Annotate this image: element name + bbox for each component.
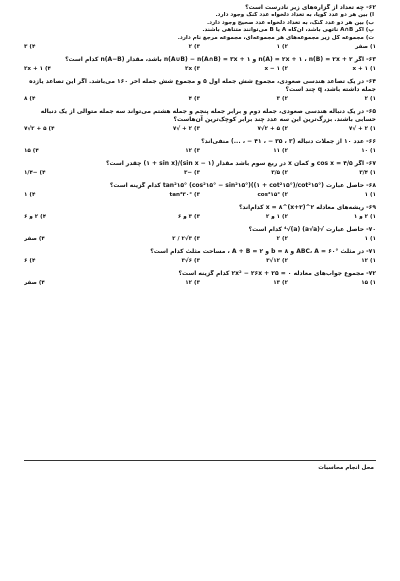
question-stem: ۶۵- در یک دنباله هندسی صعودی، جمله دوم و برابر جمله پنجم و جمله هشتم می‌تواند سه جمله متوالی از یک دنباله حسابی باشند. بزرگ‌ترین این سه عدد چند برابر کوچک‌ترین آن‌هاست؟ <box>40 108 376 123</box>
answer-option-4[interactable]: ۴) ۱ <box>24 192 36 198</box>
question-69 <box>24 204 376 222</box>
answer-option-3[interactable]: ۳) ۴ <box>188 96 200 102</box>
answer-option-4[interactable]: ۴) ۸ <box>24 96 36 102</box>
question-statement: ت) مجموعه کل زیر مجموعه‌های هر مجموعه‌ای، مجموعه مرجع نام دارد. <box>177 34 374 41</box>
answer-option-2[interactable]: ۲) ۲ <box>276 236 288 242</box>
answer-option-3[interactable]: ۳) ۳ و ۶ <box>177 214 200 220</box>
answer-options <box>24 43 376 52</box>
answer-option-1[interactable]: ۱) ۳/۴ <box>359 170 376 176</box>
answer-option-2[interactable]: ۲) ۳/۵ <box>271 170 288 176</box>
question-stem: ۶۳- اگر n(A) = ۲x + ۱ ، n(B) = ۲x + ۲ و n(A∪B) − n(A∩B) = ۳x + ۱ باشد، مقدار n(A−B) کدام است؟ <box>65 56 376 63</box>
question-71 <box>24 248 376 266</box>
answer-option-1[interactable]: ۱) x + ۱ <box>352 66 376 72</box>
answer-option-1[interactable]: ۱) ۱۲ <box>361 258 376 264</box>
answer-option-2[interactable]: ۲) ۵ + ۲√۷ <box>257 126 288 132</box>
answer-options <box>24 147 376 156</box>
answer-option-1[interactable]: ۱) ۲ + √۷ <box>348 126 376 132</box>
answer-option-4[interactable]: ۴) ۶ <box>24 258 36 264</box>
question-statement: ب) بین هر دو عدد گنگ، به تعداد دلخواه عدد صحیح وجود دارد. <box>206 19 374 26</box>
answer-option-4[interactable]: ۴) ۵ + ۲√۷ <box>24 126 55 132</box>
answer-option-2[interactable]: ۲) cos²۱۵° <box>257 192 288 198</box>
answer-options <box>24 279 376 288</box>
answer-options <box>24 125 376 134</box>
answer-option-4[interactable]: ۴) ۲x + ۱ <box>24 66 51 72</box>
answer-options <box>24 235 376 244</box>
question-stem: ۷۱- در مثلث ABC، A = ۶۰° و b = ۸ و A + B = ۲ ، مساحت مثلث کدام است؟ <box>150 248 376 255</box>
question-63 <box>24 56 376 74</box>
answer-option-3[interactable]: ۳) −۳ <box>183 170 200 176</box>
answer-option-4[interactable]: ۴) ۲ و ۶ <box>24 214 47 220</box>
question-stem: ۶۲- چه تعداد از گزاره‌های زیر نادرست است؟ <box>245 4 376 11</box>
answer-option-3[interactable]: ۳) ۳√۲ / ۲ <box>172 236 200 242</box>
answer-option-3[interactable]: ۳) ۲ + √۷ <box>172 126 200 132</box>
question-67 <box>24 160 376 178</box>
answer-option-1[interactable]: ۱) ۱ <box>364 236 376 242</box>
answer-option-1[interactable]: ۱) ۱۵ <box>361 280 376 286</box>
scratch-area-label: محل انجام محاسبات <box>318 465 374 471</box>
answer-option-1[interactable]: ۱) ۲ و ۱ <box>353 214 376 220</box>
question-stem: ۶۹- ریشه‌های معادله ۲^x = ۸^(x+۲) کدام‌اند؟ <box>238 204 376 211</box>
question-68 <box>24 182 376 200</box>
answer-options <box>24 213 376 222</box>
answer-option-1[interactable]: ۱) صفر <box>355 44 376 50</box>
answer-options <box>24 257 376 266</box>
answer-option-3[interactable]: ۳) ۲x <box>185 66 200 72</box>
answer-option-1[interactable]: ۱) ۱ <box>364 192 376 198</box>
question-64 <box>24 78 376 104</box>
answer-options <box>24 191 376 200</box>
question-stem: ۶۷- اگر cos x = ۴/۵ و کمان x در ربع سوم باشد مقدار (۱ − sin x)/(۱ + sin x) چقدر است؟ <box>106 160 376 167</box>
question-stem: ۶۴- در یک تصاعد هندسی صعودی، مجموع شش جمله اول ۵ و مجموع شش جمله آخر ۱۶۰ می‌باشد. اگر این تصاعد یازده جمله داشته باشد، q چند است؟ <box>29 78 376 93</box>
answer-option-2[interactable]: ۲) ۳ <box>276 96 288 102</box>
question-statement: پ) اگر A∩B ناتهی باشد، آن‌گاه A یا B می‌توانند متناهی باشند. <box>202 27 374 33</box>
answer-option-3[interactable]: ۳) ۲ <box>188 44 200 50</box>
answer-options <box>24 169 376 178</box>
footer-divider <box>24 460 376 461</box>
answer-option-1[interactable]: ۱) ۲ <box>364 96 376 102</box>
answer-option-2[interactable]: ۲) ۱۲√۳ <box>266 258 288 264</box>
answer-options <box>24 65 376 74</box>
answer-option-2[interactable]: ۲) ۱۳ <box>273 280 288 286</box>
question-stem: ۷۰- حاصل عبارت √(a√a) ⁴√(a) کدام است؟ <box>248 226 376 233</box>
question-statement: آ) بین هر دو عدد گویا، به تعداد دلخواه عدد گنگ وجود دارد. <box>215 12 374 18</box>
question-stem: ۶۸- حاصل عبارت tan²۱۵° (cos²۱۵° − sin²۱۵°)((۱ + cot²۱۵°)/cot²۱۵°) کدام گزینه است؟ <box>109 182 376 189</box>
answer-options <box>24 95 376 104</box>
answer-option-4[interactable]: ۴) ۳ <box>24 44 36 50</box>
question-66 <box>24 138 376 156</box>
answer-option-2[interactable]: ۲) ۱ <box>276 44 288 50</box>
answer-option-2[interactable]: ۲) x − ۱ <box>264 66 288 72</box>
answer-option-4[interactable]: ۴) صفر <box>24 280 45 286</box>
answer-option-1[interactable]: ۱) ۱۰ <box>361 148 376 154</box>
answer-option-3[interactable]: ۳) ۱۲ <box>185 280 200 286</box>
question-72 <box>24 270 376 288</box>
answer-option-3[interactable]: ۳) ۶√۳ <box>181 258 200 264</box>
answer-option-4[interactable]: ۴) ۱۵ <box>24 148 39 154</box>
answer-option-3[interactable]: ۳) tan²۳۰° <box>169 192 200 198</box>
question-65 <box>24 108 376 134</box>
answer-option-3[interactable]: ۳) ۱۲ <box>185 148 200 154</box>
question-70 <box>24 226 376 244</box>
answer-option-4[interactable]: ۴) −۱/۴ <box>24 170 46 176</box>
answer-option-2[interactable]: ۲) ۱ و ۲ <box>265 214 288 220</box>
answer-option-4[interactable]: ۴) صفر <box>24 236 45 242</box>
question-stem: ۷۲- مجموع جواب‌های معادله ۲x² − ۲۶x + ۲۵ = ۰ کدام گزینه است؟ <box>178 270 376 277</box>
answer-option-2[interactable]: ۲) ۱۱ <box>273 148 288 154</box>
question-stem: ۶۶- عدد ۱۰ از جملات دنباله (۳ ، ۳۵ − ، ۴۱ − ، ...) منفی‌اند؟ <box>201 138 376 145</box>
question-62 <box>24 4 376 52</box>
